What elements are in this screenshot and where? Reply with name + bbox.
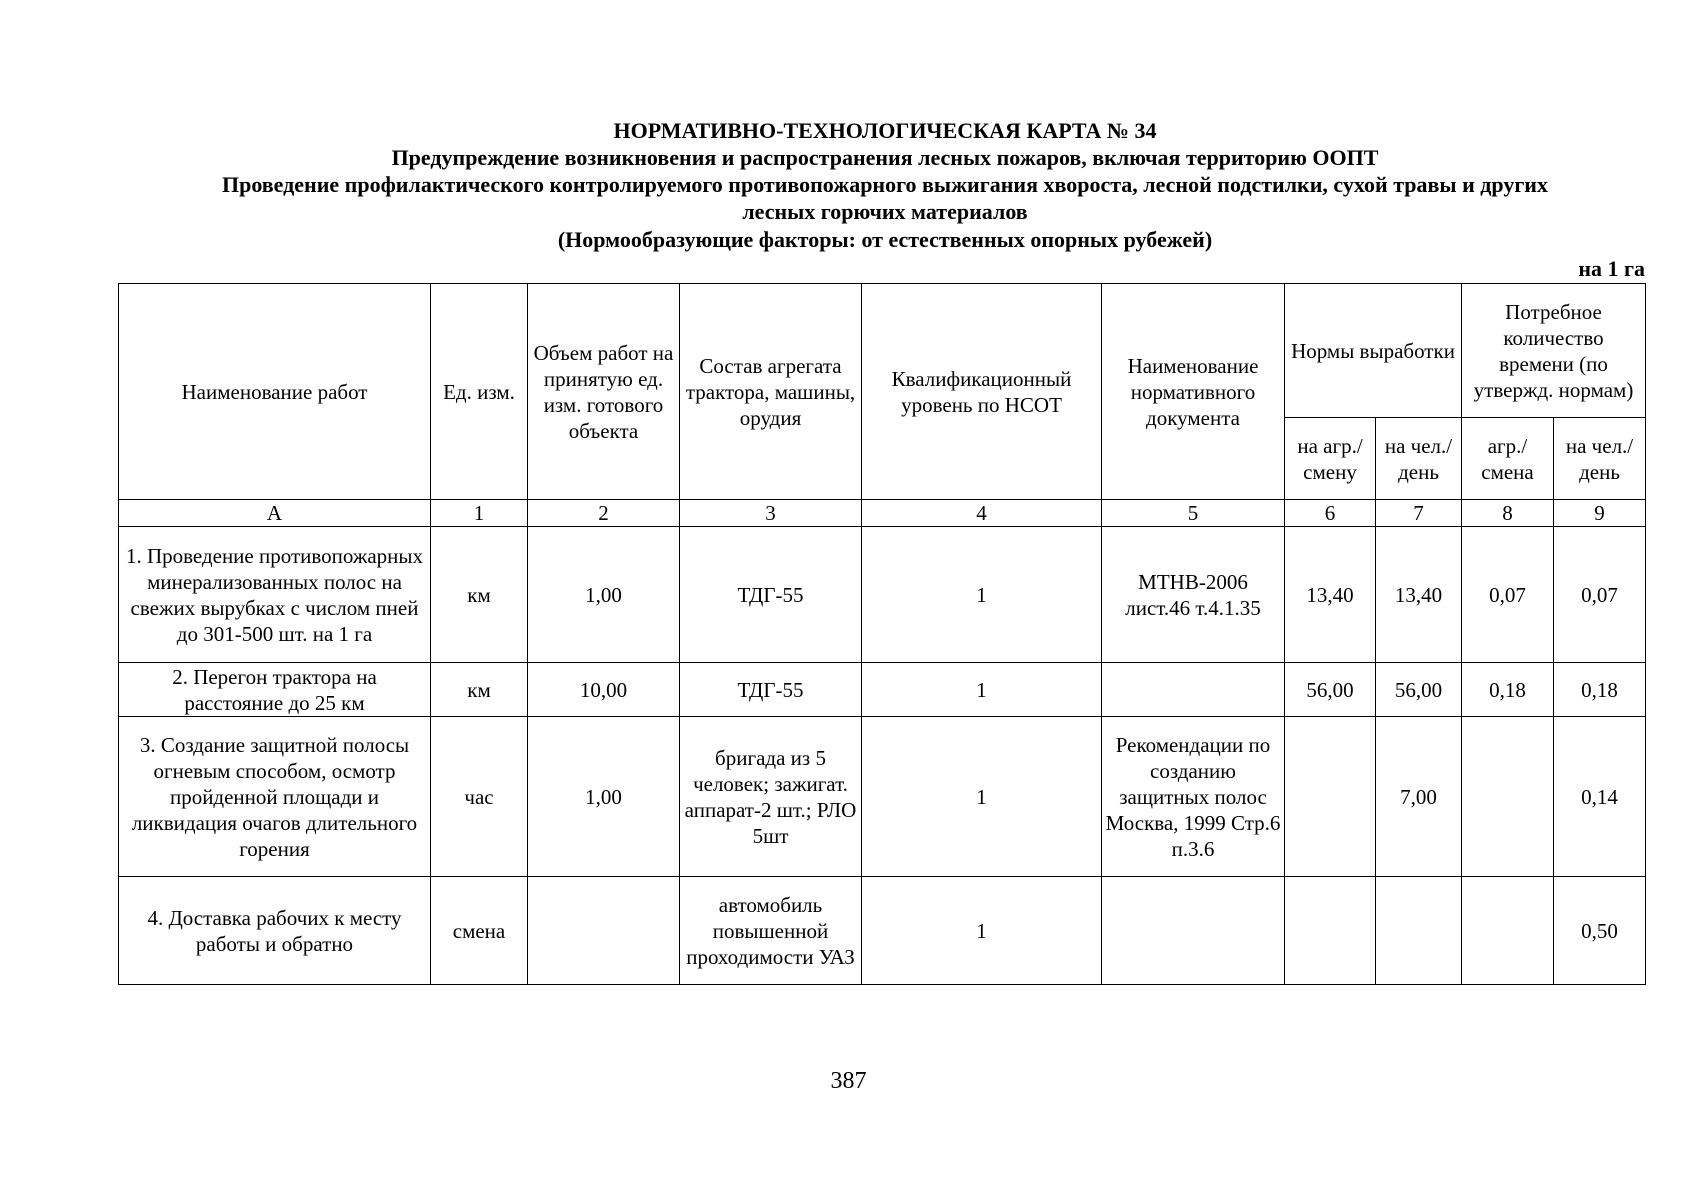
norm-agg xyxy=(1285,877,1376,985)
header-volume: Объем работ на принятую ед. изм. готового объекта xyxy=(528,284,680,500)
work-document: МТНВ-2006 лист.46 т.4.1.35 xyxy=(1102,527,1285,663)
card-title: НОРМАТИВНО-ТЕХНОЛОГИЧЕСКАЯ КАРТА № 34 xyxy=(613,118,1157,143)
norm-factors: (Нормообразующие факторы: от естественных опорных рубежей) xyxy=(557,227,1213,252)
norm-person: 7,00 xyxy=(1376,717,1462,877)
time-person: 0,14 xyxy=(1554,717,1646,877)
work-volume: 1,00 xyxy=(528,527,680,663)
time-person: 0,18 xyxy=(1554,663,1646,717)
unit-note: на 1 га xyxy=(1578,256,1645,281)
work-unit: км xyxy=(431,527,528,663)
work-document xyxy=(1102,877,1285,985)
norm-person xyxy=(1376,877,1462,985)
time-agg: 0,18 xyxy=(1462,663,1554,717)
header-time: Потребное количество времени (по утвержд. нормам) xyxy=(1462,284,1646,418)
header-unit: Ед. изм. xyxy=(431,284,528,500)
header-row xyxy=(119,284,1646,418)
norm-person: 56,00 xyxy=(1376,663,1462,717)
table-row xyxy=(119,877,1646,985)
work-description-line1: Проведение профилактического контролируемого противопожарного выжигания хвороста, лесной подстилки, сухой травы и других xyxy=(222,172,1548,197)
column-number-row xyxy=(119,500,1646,527)
column-number: 9 xyxy=(1554,500,1646,527)
work-document xyxy=(1102,663,1285,717)
work-qualification: 1 xyxy=(862,527,1102,663)
header-qualification: Квалификационный уровень по НСОТ xyxy=(862,284,1102,500)
column-number: 1 xyxy=(431,500,528,527)
table-row xyxy=(119,663,1646,717)
header-name: Наименование работ xyxy=(119,284,431,500)
time-agg: 0,07 xyxy=(1462,527,1554,663)
work-name: 2. Перегон трактора на расстояние до 25 км xyxy=(119,663,431,717)
work-qualification: 1 xyxy=(862,663,1102,717)
work-aggregate: ТДГ-55 xyxy=(680,663,862,717)
work-aggregate: бригада из 5 человек; зажигат. аппарат-2 шт.; РЛО 5шт xyxy=(680,717,862,877)
header-norm-person: на чел./ день xyxy=(1376,418,1462,500)
column-number: 4 xyxy=(862,500,1102,527)
work-qualification: 1 xyxy=(862,717,1102,877)
time-agg xyxy=(1462,717,1554,877)
work-name: 4. Доставка рабочих к месту работы и обратно xyxy=(119,877,431,985)
norm-agg xyxy=(1285,717,1376,877)
work-unit: час xyxy=(431,717,528,877)
work-description-line2: лесных горючих материалов xyxy=(742,199,1028,224)
card-subtitle: Предупреждение возникновения и распространения лесных пожаров, включая территорию ООПТ xyxy=(391,145,1379,170)
work-name: 3. Создание защитной полосы огневым способом, осмотр пройденной площади и ликвидация очагов длительного горения xyxy=(119,717,431,877)
column-number: А xyxy=(119,500,431,527)
header-norm-agg: на агр./ смену xyxy=(1285,418,1376,500)
work-volume: 1,00 xyxy=(528,717,680,877)
norm-agg: 13,40 xyxy=(1285,527,1376,663)
work-volume: 10,00 xyxy=(528,663,680,717)
work-volume xyxy=(528,877,680,985)
header-document: Наименование нормативного документа xyxy=(1102,284,1285,500)
header-norms: Нормы выработки xyxy=(1285,284,1462,418)
norms-table xyxy=(118,283,1646,985)
column-number: 6 xyxy=(1285,500,1376,527)
table-row xyxy=(119,527,1646,663)
work-qualification: 1 xyxy=(862,877,1102,985)
header-time-person: на чел./ день xyxy=(1554,418,1646,500)
header-aggregate: Состав агрегата трактора, машины, орудия xyxy=(680,284,862,500)
column-number: 7 xyxy=(1376,500,1462,527)
header-time-agg: агр./ смена xyxy=(1462,418,1554,500)
time-person: 0,07 xyxy=(1554,527,1646,663)
column-number: 8 xyxy=(1462,500,1554,527)
work-name: 1. Проведение противопожарных минерализованных полос на свежих вырубках с числом пней до 301-500 шт. на 1 га xyxy=(119,527,431,663)
column-number: 5 xyxy=(1102,500,1285,527)
time-agg xyxy=(1462,877,1554,985)
work-document: Рекомендации по созданию защитных полос Москва, 1999 Стр.6 п.3.6 xyxy=(1102,717,1285,877)
time-person: 0,50 xyxy=(1554,877,1646,985)
table-row xyxy=(119,717,1646,877)
work-unit: смена xyxy=(431,877,528,985)
work-unit: км xyxy=(431,663,528,717)
norm-agg: 56,00 xyxy=(1285,663,1376,717)
norm-person: 13,40 xyxy=(1376,527,1462,663)
column-number: 2 xyxy=(528,500,680,527)
page-number: 387 xyxy=(830,1068,867,1094)
column-number: 3 xyxy=(680,500,862,527)
work-aggregate: автомобиль повышенной проходимости УАЗ xyxy=(680,877,862,985)
work-aggregate: ТДГ-55 xyxy=(680,527,862,663)
